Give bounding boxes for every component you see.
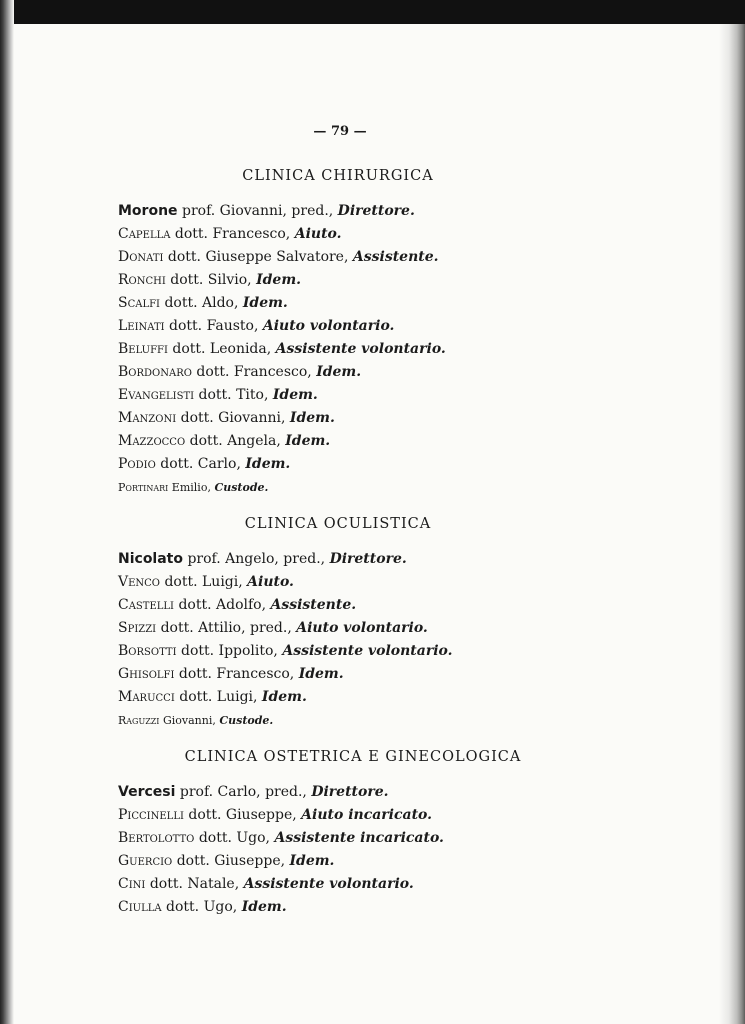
staff-surname: Guercio	[118, 853, 173, 869]
staff-entry	[118, 850, 558, 873]
staff-details: prof. Carlo, pred.,	[175, 784, 312, 800]
staff-role: Assistente.	[352, 249, 439, 265]
staff-role: Idem.	[289, 853, 335, 869]
staff-details: dott. Adolfo,	[174, 597, 271, 613]
staff-role: Idem.	[241, 899, 287, 915]
staff-details: Emilio,	[168, 481, 215, 494]
staff-details: dott. Luigi,	[160, 574, 248, 590]
staff-role: Assistente incaricato.	[274, 830, 444, 846]
staff-role: Assistente volontario.	[282, 643, 453, 659]
staff-surname: Donati	[118, 249, 164, 265]
staff-surname: Manzoni	[118, 410, 177, 426]
staff-role: Idem.	[245, 456, 291, 472]
staff-list	[118, 548, 558, 732]
staff-surname: Mazzocco	[118, 433, 186, 449]
section-clinica-oculistica	[118, 512, 558, 732]
staff-surname: Ciulla	[118, 899, 162, 915]
staff-entry	[118, 200, 558, 223]
section-title: CLINICA OSTETRICA E GINECOLOGICA	[184, 749, 522, 765]
staff-surname: Scalfi	[118, 295, 160, 311]
staff-role: Aiuto.	[247, 574, 294, 590]
staff-entry	[118, 453, 558, 476]
staff-role: Custode.	[214, 481, 269, 494]
staff-details: dott. Giuseppe Salvatore,	[163, 249, 353, 265]
staff-surname: Evangelisti	[118, 387, 195, 403]
staff-entry	[118, 617, 558, 640]
staff-entry	[118, 407, 558, 430]
staff-surname: Morone	[118, 203, 178, 219]
section-clinica-ostetrica	[118, 745, 558, 919]
staff-entry	[118, 781, 558, 804]
staff-details: dott. Angela,	[185, 433, 286, 449]
staff-entry	[118, 548, 558, 571]
staff-role: Assistente.	[270, 597, 357, 613]
staff-entry	[118, 663, 558, 686]
staff-details: dott. Francesco,	[191, 364, 317, 380]
staff-role: Direttore.	[329, 551, 407, 567]
section-title: CLINICA CHIRURGICA	[242, 168, 434, 184]
staff-role: Idem.	[285, 433, 331, 449]
staff-surname: Ronchi	[118, 272, 166, 288]
staff-role: Aiuto volontario.	[262, 318, 395, 334]
staff-details: dott. Carlo,	[155, 456, 246, 472]
staff-role: Direttore.	[311, 784, 389, 800]
staff-surname: Leinati	[118, 318, 165, 334]
staff-surname: Capella	[118, 226, 171, 242]
staff-role: Aiuto volontario.	[296, 620, 428, 636]
staff-role: Idem.	[289, 410, 335, 426]
staff-role: Aiuto incaricato.	[301, 807, 433, 823]
page-number: — 79 —	[313, 124, 367, 139]
staff-role: Aiuto.	[294, 226, 342, 242]
staff-details: dott. Leonida,	[167, 341, 276, 357]
staff-surname: Beluffi	[118, 341, 168, 357]
staff-entry	[118, 384, 558, 407]
staff-details: dott. Ugo,	[161, 899, 242, 915]
staff-role: Direttore.	[337, 203, 415, 219]
staff-details: dott. Attilio, pred.,	[156, 620, 297, 636]
staff-entry	[118, 640, 558, 663]
staff-entry	[118, 686, 558, 709]
staff-entry	[118, 246, 558, 269]
staff-entry	[118, 269, 558, 292]
staff-entry	[118, 315, 558, 338]
staff-role: Idem.	[256, 272, 302, 288]
staff-role: Idem.	[261, 689, 307, 705]
staff-details: dott. Francesco,	[174, 666, 299, 682]
staff-role: Assistente volontario.	[275, 341, 446, 357]
staff-details: prof. Angelo, pred.,	[183, 551, 330, 567]
staff-role: Custode.	[219, 714, 274, 727]
staff-entry	[118, 873, 558, 896]
staff-entry	[118, 361, 558, 384]
staff-surname: Castelli	[118, 597, 174, 613]
staff-surname: Podio	[118, 456, 156, 472]
staff-role: Idem.	[298, 666, 344, 682]
staff-details: dott. Giuseppe,	[183, 807, 302, 823]
staff-role: Idem.	[316, 364, 362, 380]
staff-entry	[118, 476, 558, 499]
staff-entry	[118, 338, 558, 361]
staff-surname: Spizzi	[118, 620, 157, 636]
staff-details: dott. Fausto,	[164, 318, 263, 334]
staff-surname: Cini	[118, 876, 146, 892]
scan-top-border	[0, 0, 745, 24]
staff-surname: Bertolotto	[118, 830, 195, 846]
section-title: CLINICA OCULISTICA	[244, 516, 432, 532]
staff-details: dott. Giuseppe,	[172, 853, 290, 869]
staff-entry	[118, 223, 558, 246]
staff-surname: Borsotti	[118, 643, 177, 659]
staff-list	[118, 781, 558, 919]
staff-details: dott. Ugo,	[194, 830, 275, 846]
staff-surname: Ghisolfi	[118, 666, 175, 682]
staff-details: dott. Giovanni,	[176, 410, 290, 426]
staff-surname: Portinari	[118, 481, 169, 494]
staff-surname: Nicolato	[118, 551, 183, 567]
staff-entry	[118, 430, 558, 453]
staff-details: dott. Natale,	[145, 876, 244, 892]
scan-left-binding	[0, 0, 14, 1024]
staff-details: dott. Silvio,	[165, 272, 257, 288]
staff-surname: Raguzzi	[118, 714, 160, 727]
staff-details: prof. Giovanni, pred.,	[177, 203, 338, 219]
staff-details: dott. Tito,	[194, 387, 273, 403]
staff-entry	[118, 571, 558, 594]
staff-list	[118, 200, 558, 499]
staff-details: Giovanni,	[159, 714, 220, 727]
staff-role: Assistente volontario.	[243, 876, 414, 892]
staff-surname: Bordonaro	[118, 364, 192, 380]
staff-details: dott. Francesco,	[170, 226, 295, 242]
staff-entry	[118, 804, 558, 827]
staff-entry	[118, 827, 558, 850]
staff-role: Idem.	[242, 295, 288, 311]
staff-details: dott. Aldo,	[160, 295, 243, 311]
staff-surname: Marucci	[118, 689, 175, 705]
staff-details: dott. Ippolito,	[176, 643, 283, 659]
staff-surname: Piccinelli	[118, 807, 184, 823]
staff-details: dott. Luigi,	[174, 689, 262, 705]
staff-entry	[118, 709, 558, 732]
staff-entry	[118, 594, 558, 617]
staff-surname: Vercesi	[118, 784, 176, 800]
staff-entry	[118, 896, 558, 919]
staff-surname: Venco	[118, 574, 161, 590]
scan-right-edge	[719, 24, 745, 1024]
staff-role: Idem.	[272, 387, 318, 403]
staff-entry	[118, 292, 558, 315]
section-clinica-chirurgica	[118, 164, 558, 499]
